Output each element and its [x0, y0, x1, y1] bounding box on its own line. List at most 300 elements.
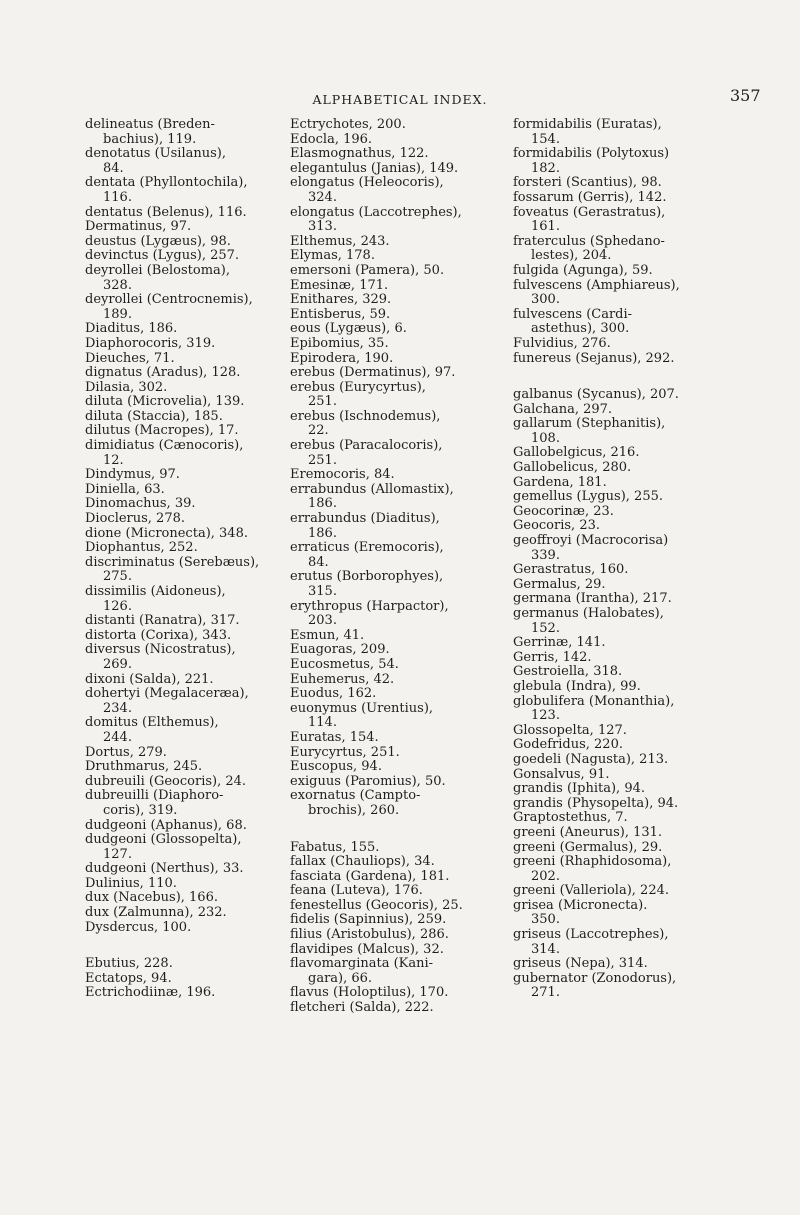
index-entry [290, 775, 490, 790]
index-entry [85, 541, 285, 556]
index-entry-continuation: 123. [531, 708, 560, 724]
index-entry [85, 891, 285, 906]
index-entry-continuation: 22. [308, 423, 329, 439]
index-entry-continuation: 154. [531, 131, 560, 147]
index-entry-continuation: 313. [308, 219, 337, 235]
index-entry [85, 775, 285, 790]
index-entry [290, 702, 490, 731]
index-entry-text: formidabilis (Polytoxus) [513, 146, 670, 162]
index-entry [513, 279, 713, 308]
index-entry [290, 206, 490, 235]
index-entry-text: euonymus (Urentius), [290, 700, 434, 716]
index-entry [513, 388, 713, 403]
index-entry [290, 957, 490, 986]
index-entry [290, 352, 490, 367]
index-entry [85, 789, 285, 818]
index-entry [513, 476, 713, 491]
index-entry-text: Fabatus, 155. [290, 839, 380, 855]
index-entry [85, 410, 285, 425]
index-entry [290, 410, 490, 439]
index-entry-text: greeni (Germalus), 29. [513, 839, 663, 855]
index-entry [290, 264, 490, 279]
index-entry-continuation: 114. [308, 715, 337, 731]
index-entry [513, 651, 713, 666]
index-entry [290, 789, 490, 818]
index-entry-text: delineatus (Breden- [85, 117, 215, 132]
index-entry [85, 147, 285, 176]
index-entry-text: exiguus (Paromius), 50. [290, 773, 446, 789]
index-entry-continuation: 161. [531, 219, 560, 235]
index-entry [85, 921, 285, 936]
letter-section-gap [513, 366, 713, 388]
index-entry [290, 483, 490, 512]
index-entry-text: glebula (Indra), 99. [513, 678, 641, 694]
index-entry-text: Euodus, 162. [290, 686, 377, 702]
index-entry-continuation: 84. [103, 160, 124, 176]
index-entry-text: denotatus (Usilanus), [85, 146, 226, 162]
index-entry [290, 322, 490, 337]
index-entry-text: Emesinæ, 171. [290, 277, 389, 293]
index-entry [85, 395, 285, 410]
index-entry-text: erebus (Dermatinus), 97. [290, 365, 456, 381]
index-entry-text: fidelis (Sapinnius), 259. [290, 912, 447, 928]
index-entry [290, 746, 490, 761]
index-entry-text: dudgeoni (Aphanus), 68. [85, 817, 247, 833]
index-entry [85, 424, 285, 439]
index-entry-text: Germalus, 29. [513, 576, 606, 592]
index-entry-text: erraticus (Eremocoris), [290, 540, 444, 556]
index-entry [85, 293, 285, 322]
index-entry [513, 446, 713, 461]
index-entry [85, 206, 285, 221]
index-entry-text: Gonsalvus, 91. [513, 766, 610, 782]
index-entry-text: dentatus (Belenus), 116. [85, 204, 247, 220]
index-entry-text: domitus (Elthemus), [85, 715, 219, 731]
index-entry [290, 541, 490, 570]
index-entry [290, 884, 490, 899]
index-entry-text: Dulinius, 110. [85, 875, 177, 891]
index-entry-text: elongatus (Laccotrephes), [290, 204, 462, 220]
index-entry-text: Enithares, 329. [290, 292, 392, 308]
index-entry [85, 585, 285, 614]
index-entry-text: elegantulus (Janias), 149. [290, 160, 459, 176]
index-entry [513, 563, 713, 578]
index-entry [290, 308, 490, 323]
index-entry-continuation: 116. [103, 189, 132, 205]
index-entry [290, 512, 490, 541]
index-entry [513, 957, 713, 972]
index-entry-text: Eucosmetus, 54. [290, 656, 399, 672]
index-entry-continuation: 186. [308, 525, 337, 541]
index-entry-text: errabundus (Diaditus), [290, 511, 440, 527]
index-entry [513, 176, 713, 191]
index-entry-text: Geocorinæ, 23. [513, 503, 614, 519]
index-entry [513, 928, 713, 957]
index-entry-text: forsteri (Scantius), 98. [513, 175, 662, 191]
index-entry [85, 862, 285, 877]
index-entry-text: Ebutius, 228. [85, 956, 173, 972]
index-entry-continuation: 271. [531, 985, 560, 1001]
index-entry [85, 235, 285, 250]
index-entry [85, 352, 285, 367]
index-entry [85, 629, 285, 644]
index-entry [85, 249, 285, 264]
index-entry [85, 972, 285, 987]
index-entry-text: Eremocoris, 84. [290, 467, 395, 483]
index-entry [290, 600, 490, 629]
index-entry [513, 738, 713, 753]
index-entry [85, 468, 285, 483]
index-entry-text: germanus (Halobates), [513, 606, 664, 621]
index-entry [513, 505, 713, 520]
index-entry-text: Euagoras, 209. [290, 642, 390, 658]
index-entry-continuation: 339. [531, 547, 560, 563]
index-entry-text: Entisberus, 59. [290, 306, 391, 322]
index-entry-text: elongatus (Heleocoris), [290, 175, 444, 191]
index-entry-text: dignatus (Aradus), 128. [85, 365, 241, 381]
index-entry-text: Gardena, 181. [513, 474, 607, 490]
index-entry [513, 768, 713, 783]
index-column-2 [290, 118, 490, 1016]
index-entry-text: Geocoris, 23. [513, 518, 600, 534]
index-entry-continuation: 182. [531, 160, 560, 176]
page-number: 357 [730, 86, 761, 105]
index-entry-text: fallax (Chauliops), 34. [290, 854, 435, 870]
index-entry [513, 592, 713, 607]
index-entry [290, 928, 490, 943]
index-entry-text: Dioclerus, 278. [85, 511, 186, 527]
index-entry [85, 381, 285, 396]
index-entry [513, 782, 713, 797]
index-entry [290, 899, 490, 914]
index-entry [85, 643, 285, 672]
index-entry-text: Glossopelta, 127. [513, 722, 627, 738]
index-entry [85, 760, 285, 775]
index-entry-text: Edocla, 196. [290, 131, 373, 147]
index-entry [290, 673, 490, 688]
index-entry-text: diversus (Nicostratus), [85, 642, 236, 658]
index-entry [85, 264, 285, 293]
index-entry [290, 162, 490, 177]
index-entry [513, 578, 713, 593]
index-entry-text: Druthmarus, 245. [85, 759, 203, 775]
index-entry-text: gubernator (Zonodorus), [513, 970, 677, 986]
index-entry [85, 118, 285, 147]
index-entry-text: deyrollei (Centrocnemis), [85, 292, 253, 308]
index-entry-text: Elasmognathus, 122. [290, 146, 429, 162]
index-entry-continuation: 202. [531, 868, 560, 884]
index-entry-text: grandis (Physopelta), 94. [513, 795, 679, 811]
index-entry-text: Euscopus, 94. [290, 759, 382, 775]
index-entry-continuation: brochis), 260. [308, 802, 400, 818]
index-entry-continuation: 152. [531, 620, 560, 636]
index-entry-continuation: 269. [103, 656, 132, 672]
index-entry-text: deustus (Lygæus), 98. [85, 233, 231, 249]
index-entry-text: Dermatinus, 97. [85, 219, 192, 235]
index-entry [290, 643, 490, 658]
index-entry-text: dudgeoni (Glossopelta), [85, 832, 242, 848]
index-entry [290, 986, 490, 1001]
index-entry [513, 337, 713, 352]
index-entry-text: Diniella, 63. [85, 481, 165, 497]
index-entry [513, 352, 713, 367]
index-entry [85, 322, 285, 337]
index-entry [85, 746, 285, 761]
index-entry-text: dissimilis (Aidoneus), [85, 584, 226, 599]
index-entry [513, 680, 713, 695]
index-entry [290, 249, 490, 264]
index-entry-text: erebus (Paracalocoris), [290, 438, 443, 454]
index-entry-text: greeni (Valleriola), 224. [513, 883, 669, 899]
index-entry-text: discriminatus (Serebæus), [85, 554, 260, 570]
index-entry [513, 461, 713, 476]
index-entry-text: Euratas, 154. [290, 729, 379, 745]
index-entry-text: Galchana, 297. [513, 401, 613, 417]
index-entry-text: Diophantus, 252. [85, 540, 198, 556]
index-entry [290, 381, 490, 410]
index-entry [290, 658, 490, 673]
index-entry [290, 943, 490, 958]
index-entry-text: eous (Lygæus), 6. [290, 321, 407, 337]
index-entry-continuation: 189. [103, 306, 132, 322]
index-entry-text: Gestroiella, 318. [513, 664, 623, 680]
index-entry [290, 337, 490, 352]
index-entry [513, 899, 713, 928]
index-entry-text: fletcheri (Salda), 222. [290, 1000, 434, 1016]
index-entry-continuation: 275. [103, 569, 132, 585]
index-entry [290, 760, 490, 775]
index-column-1 [85, 118, 285, 1001]
index-entry-text: Diaditus, 186. [85, 321, 178, 337]
index-entry-text: Euhemerus, 42. [290, 671, 395, 687]
index-entry [85, 527, 285, 542]
index-entry [513, 534, 713, 563]
index-entry [290, 235, 490, 250]
index-entry-text: dux (Zalmunna), 232. [85, 905, 227, 921]
index-entry-text: dione (Micronecta), 348. [85, 525, 248, 541]
index-entry [290, 366, 490, 381]
index-entry [513, 753, 713, 768]
index-entry-continuation: gara), 66. [308, 970, 373, 986]
index-entry [85, 716, 285, 745]
index-entry-continuation: 300. [531, 292, 560, 308]
index-entry [513, 206, 713, 235]
index-entry [513, 403, 713, 418]
index-entry-continuation: 251. [308, 394, 337, 410]
index-entry [290, 913, 490, 928]
index-entry-continuation: 315. [308, 584, 337, 599]
index-entry-continuation: 350. [531, 912, 560, 928]
index-entry [513, 118, 713, 147]
index-entry [513, 855, 713, 884]
index-entry-text: formidabilis (Euratas), [513, 117, 662, 132]
index-entry [290, 855, 490, 870]
index-entry-text: dixoni (Salda), 221. [85, 671, 214, 687]
index-entry [85, 497, 285, 512]
index-entry-text: dilutus (Macropes), 17. [85, 423, 239, 439]
index-entry-text: Dieuches, 71. [85, 350, 175, 366]
index-entry-text: funereus (Sejanus), 292. [513, 350, 675, 366]
index-entry-text: erutus (Borborophyes), [290, 569, 444, 585]
index-entry [513, 607, 713, 636]
index-entry [290, 731, 490, 746]
index-entry-text: diluta (Staccia), 185. [85, 408, 223, 424]
index-entry-continuation: 314. [531, 941, 560, 957]
index-entry [290, 629, 490, 644]
index-entry-text: dentata (Phyllontochila), [85, 175, 248, 191]
index-entry [85, 512, 285, 527]
index-entry [290, 176, 490, 205]
index-entry-continuation: 126. [103, 598, 132, 614]
index-entry [290, 439, 490, 468]
index-entry-text: grisea (Micronecta). [513, 897, 648, 913]
index-entry-text: Gerrinæ, 141. [513, 635, 606, 651]
index-entry-text: germana (Irantha), 217. [513, 591, 672, 607]
index-entry [513, 841, 713, 856]
index-entry [85, 877, 285, 892]
index-entry-text: Fulvidius, 276. [513, 335, 611, 351]
index-entry-text: Esmun, 41. [290, 627, 365, 643]
index-entry [85, 819, 285, 834]
index-entry-text: Dilasia, 302. [85, 379, 168, 395]
letter-section-gap [290, 819, 490, 841]
index-entry [290, 468, 490, 483]
running-header: ALPHABETICAL INDEX. [312, 92, 488, 107]
index-entry-text: dohertyi (Megalaceræa), [85, 686, 249, 702]
index-entry-text: galbanus (Sycanus), 207. [513, 387, 679, 403]
index-entry [513, 884, 713, 899]
index-entry-text: gemellus (Lygus), 255. [513, 489, 663, 505]
index-entry-text: fasciata (Gardena), 181. [290, 868, 450, 884]
index-entry-continuation: 324. [308, 189, 337, 205]
index-entry-text: fulgida (Agunga), 59. [513, 262, 653, 278]
index-entry-text: Gerastratus, 160. [513, 562, 629, 578]
index-entry-text: goedeli (Nagusta), 213. [513, 751, 669, 767]
index-entry-text: Diaphorocoris, 319. [85, 335, 216, 351]
index-entry-continuation: 234. [103, 700, 132, 716]
index-entry-text: devinctus (Lygus), 257. [85, 248, 240, 264]
index-entry-text: fulvescens (Cardi- [513, 306, 633, 322]
index-entry-continuation: 203. [308, 613, 337, 629]
index-entry-text: foveatus (Gerastratus), [513, 204, 666, 220]
index-entry-text: Elthemus, 243. [290, 233, 390, 249]
letter-section-gap [85, 935, 285, 957]
index-entry [290, 147, 490, 162]
index-entry [85, 687, 285, 716]
index-entry [85, 833, 285, 862]
index-entry-continuation: astethus), 300. [531, 321, 630, 337]
index-entry-text: dudgeoni (Nerthus), 33. [85, 861, 244, 877]
index-entry-continuation: 108. [531, 430, 560, 446]
index-entry-text: deyrollei (Belostoma), [85, 262, 231, 278]
index-entry [85, 220, 285, 235]
index-entry [290, 293, 490, 308]
index-entry-text: flavus (Holoptilus), 170. [290, 985, 449, 1001]
index-entry [513, 235, 713, 264]
index-entry [513, 695, 713, 724]
index-entry-text: Epirodera, 190. [290, 350, 394, 366]
index-entry-continuation: 328. [103, 277, 132, 293]
index-entry-continuation: 186. [308, 496, 337, 512]
index-entry-text: diluta (Microvelia), 139. [85, 394, 245, 410]
index-entry [513, 308, 713, 337]
index-entry-text: Eurycyrtus, 251. [290, 744, 400, 760]
index-entry-text: errabundus (Allomastix), [290, 481, 454, 497]
index-entry [513, 147, 713, 176]
index-entry [85, 337, 285, 352]
index-entry-text: Graptostethus, 7. [513, 810, 628, 826]
index-entry [513, 972, 713, 1001]
index-entry-continuation: 127. [103, 846, 132, 862]
index-entry-text: geoffroyi (Macrocorisa) [513, 533, 669, 549]
index-entry-text: grandis (Iphita), 94. [513, 781, 645, 797]
index-entry [513, 797, 713, 812]
index-entry [513, 811, 713, 826]
index-entry-text: dubreuilli (Diaphoro- [85, 788, 224, 804]
index-entry [513, 191, 713, 206]
index-entry-text: erebus (Ischnodemus), [290, 408, 441, 424]
index-entry-text: globulifera (Monanthia), [513, 693, 675, 709]
index-entry [290, 687, 490, 702]
index-entry-text: dubreuili (Geocoris), 24. [85, 773, 247, 789]
index-entry [513, 665, 713, 680]
index-entry-text: feana (Luteva), 176. [290, 883, 423, 899]
index-entry-text: Dortus, 279. [85, 744, 167, 760]
index-entry [85, 483, 285, 498]
index-entry-text: fulvescens (Amphiareus), [513, 277, 680, 293]
index-entry-text: Gallobelgicus, 216. [513, 445, 640, 461]
index-entry-text: emersoni (Pamera), 50. [290, 262, 445, 278]
index-entry [513, 724, 713, 739]
index-entry-continuation: bachius), 119. [103, 131, 197, 147]
index-entry [85, 176, 285, 205]
index-entry-text: Ectatops, 94. [85, 970, 172, 986]
index-entry [85, 366, 285, 381]
index-entry [290, 841, 490, 856]
index-entry [513, 636, 713, 651]
index-entry-text: fraterculus (Sphedano- [513, 233, 665, 249]
index-entry [513, 417, 713, 446]
index-entry-text: flavomarginata (Kani- [290, 956, 434, 972]
index-entry [85, 614, 285, 629]
index-entry-text: Elymas, 178. [290, 248, 375, 264]
index-entry-text: exornatus (Campto- [290, 788, 421, 804]
index-entry-text: fossarum (Gerris), 142. [513, 189, 667, 205]
index-entry-continuation: 84. [308, 554, 329, 570]
index-entry [513, 264, 713, 279]
index-entry-text: erebus (Eurycyrtus), [290, 379, 426, 395]
index-entry-continuation: 244. [103, 729, 132, 745]
index-entry [85, 906, 285, 921]
index-entry-text: Ectrichodiinæ, 196. [85, 985, 216, 1001]
index-entry [513, 519, 713, 534]
index-column-3 [513, 118, 713, 1001]
index-entry-text: greeni (Aneurus), 131. [513, 824, 663, 840]
index-entry-text: Epibomius, 35. [290, 335, 389, 351]
index-entry-text: griseus (Laccotrephes), [513, 927, 669, 943]
index-entry-text: Gerris, 142. [513, 649, 592, 665]
index-entry-text: Gallobelicus, 280. [513, 460, 632, 476]
index-entry-text: Dindymus, 97. [85, 467, 180, 483]
index-entry-text: flavidipes (Malcus), 32. [290, 941, 444, 957]
index-entry [85, 673, 285, 688]
index-entry-text: Godefridus, 220. [513, 737, 623, 753]
index-entry [85, 439, 285, 468]
index-entry-text: erythropus (Harpactor), [290, 598, 449, 614]
index-entry [290, 133, 490, 148]
index-entry-text: Ectrychotes, 200. [290, 117, 406, 132]
index-entry-continuation: coris), 319. [103, 802, 178, 818]
